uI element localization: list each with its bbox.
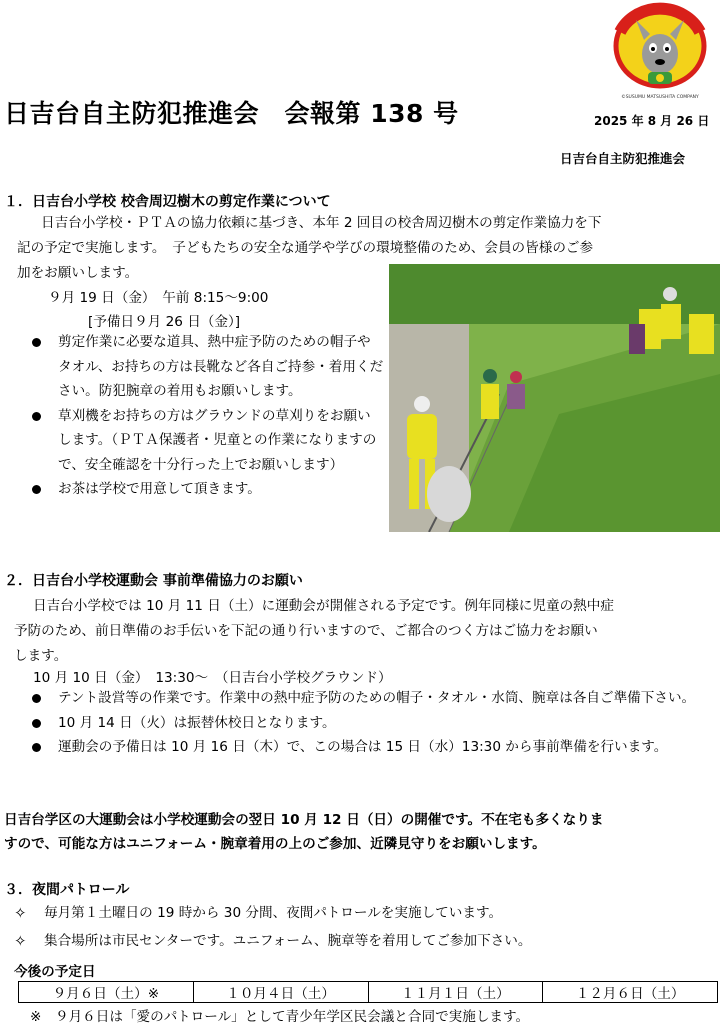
section2-bullets xyxy=(28,686,720,760)
section1-intro-line3: 加をお願いします。 xyxy=(17,265,139,281)
table-cell: １２月６日（土） xyxy=(543,982,718,1003)
section2-schedule: 10 月 10 日（金） 13:30～ （日吉台小学校グラウンド） xyxy=(33,670,392,686)
diamond-icon: ✧ xyxy=(14,932,27,950)
section3-footnote: ※ ９月６日は「愛のパトロール」として青少年学区民会議と合同で実施します。 xyxy=(30,1009,530,1025)
section1-reserve-date: [予備日９月 26 日（金）] xyxy=(88,314,241,330)
section1-bullets xyxy=(28,330,384,502)
section2-heading: ２．日吉台小学校運動会 事前準備協力のお願い xyxy=(4,573,303,589)
section2-intro-line1: 日吉台小学校では 10 月 11 日（土）に運動会が開催される予定です。例年同様に児童の熱中症 xyxy=(33,598,614,614)
table-cell: １０月４日（土） xyxy=(193,982,368,1003)
list-item: 10 月 14 日（火）は振替休校日となります。 xyxy=(28,711,720,736)
list-item: テント設営等の作業です。作業中の熱中症予防のための帽子・タオル・水筒、腕章は各自ご準備下さい。 xyxy=(28,686,720,711)
bullet-icon xyxy=(32,485,41,494)
section1-intro-line2: 記の予定で実施します。 子どもたちの安全な通学や学びの環境整備のため、会員の皆様のご参 xyxy=(17,240,594,256)
list-item: お茶は学校で用意して頂きます。 xyxy=(28,477,384,502)
section1-intro-line1: 日吉台小学校・ＰＴＡの協力依頼に基づき、本年 2 回目の校舎周辺樹木の剪定作業協力を下 xyxy=(41,215,602,231)
section2-intro-line3: します。 xyxy=(14,648,68,664)
section1-schedule: ９月 19 日（金） 午前 8:15～9:00 xyxy=(48,290,269,306)
bullet-icon xyxy=(32,338,41,347)
logo-credit: ©SUSUMU MATSUSHITA COMPANY xyxy=(621,95,699,100)
organization-name: 日吉台自主防犯推進会 xyxy=(560,151,686,166)
list-item: 草刈機をお持ちの方はグラウンドの草刈りをお願いします。（ＰＴＡ保護者・児童との作業になりますので、安全確認を十分行った上でお願いします） xyxy=(28,404,384,478)
section3-items xyxy=(14,899,531,955)
bullet-icon xyxy=(32,412,41,421)
issue-date: 2025 年 8 月 26 日 xyxy=(594,114,710,128)
section3-heading: ３．夜間パトロール xyxy=(4,882,130,898)
table-cell: １１月１日（土） xyxy=(368,982,543,1003)
section2-intro-line2: 予防のため、前日準備のお手伝いを下記の通り行いますので、ご都合のつく方はご協力をお願い xyxy=(14,623,598,639)
schedule-label: 今後の予定日 xyxy=(14,964,96,980)
section1-heading: １．日吉台小学校 校舎周辺樹木の剪定作業について xyxy=(4,194,331,210)
page-title: 日吉台自主防犯推進会 会報第 138 号 xyxy=(4,99,459,128)
table-cell: ９月６日（土）※ xyxy=(19,982,194,1003)
bullet-icon xyxy=(32,719,41,728)
list-item: 剪定作業に必要な道具、熱中症予防のための帽子やタオル、お持ちの方は長靴など各自ご持参・着用ください。防犯腕章の着用もお願いします。 xyxy=(28,330,384,404)
list-item: 運動会の予備日は 10 月 16 日（木）で、この場合は 15 日（水）13:30 から事前準備を行います。 xyxy=(28,735,720,760)
pruning-work-photo xyxy=(389,264,720,532)
table-row xyxy=(19,982,718,1003)
list-item: ✧ 毎月第１土曜日の 19 時から 30 分間、夜間パトロールを実施しています。 xyxy=(14,899,531,927)
section2-note-line1: 日吉台学区の大運動会は小学校運動会の翌日 10 月 12 日（日）の開催です。不在宅も多くなりま xyxy=(4,812,604,828)
diamond-icon: ✧ xyxy=(14,904,27,922)
patrol-schedule-table xyxy=(18,981,718,1003)
list-item: ✧ 集合場所は市民センターです。ユニフォーム、腕章等を着用してご参加下さい。 xyxy=(14,927,531,955)
bullet-icon xyxy=(32,694,41,703)
section2-note-line2: すので、可能な方はユニフォーム・腕章着用の上のご参加、近隣見守りをお願いします。 xyxy=(4,836,546,852)
crime-prevention-logo xyxy=(600,2,718,102)
bullet-icon xyxy=(32,743,41,752)
